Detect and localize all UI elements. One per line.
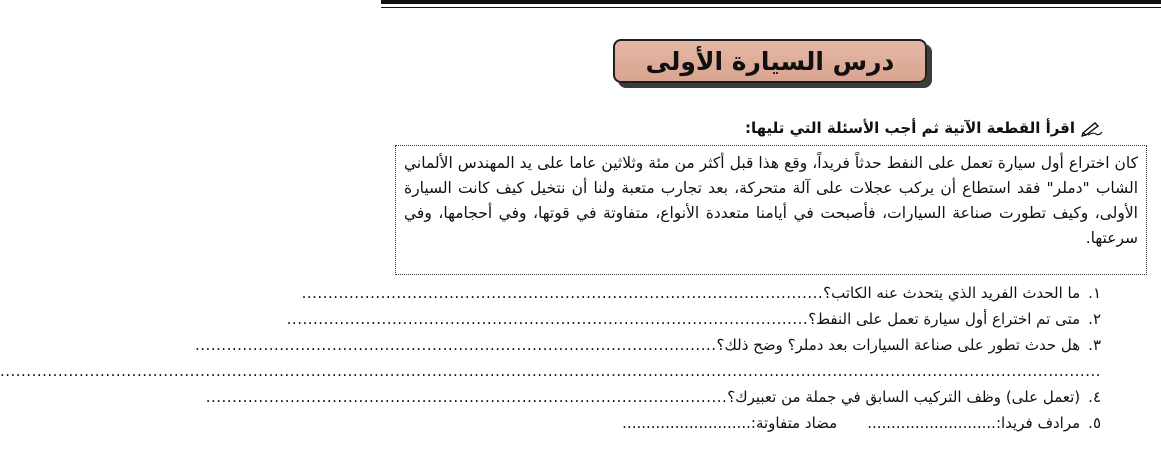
reading-passage [395, 145, 1147, 275]
passage-text: كان اختراع أول سيارة تعمل على النفط حدثاً فريداً، وقع هذا قبل أكثر من مئة وثلاثين عاما على يد المهندس الألماني الشاب "دملر" فقد استطاع أن يركب عجلات على آلة متحركة، بعد تجارب متعبة ولنا أن نتخيل كيف كانت السيارة الأولى، وكيف تطورت صناعة السيارات، فأصبحت في أيامنا متعددة الأنواع، متفاوتة في قوتها، وفي أحجامها، وفي سرعتها. [404, 154, 1138, 247]
antonym-answer-line[interactable]: ........................... [622, 414, 751, 432]
answer-line[interactable]: ................................................................................................... [301, 284, 824, 302]
question-number: ٥. [1088, 414, 1101, 432]
pencil-writing-icon [1081, 120, 1103, 136]
answer-continuation-row [0, 358, 1101, 384]
answer-line[interactable]: ................................................................................................... [205, 388, 728, 406]
synonym-answer-line[interactable]: ........................... [867, 414, 996, 432]
question-row [301, 280, 1101, 306]
answer-line[interactable]: ................................................................................................... [286, 310, 809, 328]
question-text: هل حدث تطور على صناعة السيارات بعد دملر؟ وضح ذلك؟ [716, 336, 1081, 354]
question-number: ٢. [1088, 310, 1101, 328]
question-number: ١. [1088, 284, 1101, 302]
question-text: (تعمل على) وظف التركيب السابق في جملة من تعبيرك؟ [727, 388, 1081, 406]
top-border-thick [381, 0, 1161, 4]
answer-line[interactable]: ................................................................................................... [194, 336, 717, 354]
question-row-synonym-antonym [395, 410, 1101, 436]
question-row [286, 306, 1101, 332]
lesson-title: درس السيارة الأولى [645, 46, 895, 76]
answer-line[interactable]: ................................................................................................................................................................................................................. [0, 362, 1101, 380]
question-text: متى تم اختراع أول سيارة تعمل على النفط؟ [808, 310, 1081, 328]
question-row [194, 332, 1101, 358]
question-text: ما الحدث الفريد الذي يتحدث عنه الكاتب؟ [823, 284, 1081, 302]
question-row [205, 384, 1101, 410]
lesson-title-box [613, 39, 927, 83]
questions-list [0, 280, 1101, 436]
antonym-label: مضاد متفاوتة: [750, 414, 838, 432]
instruction-line [745, 119, 1103, 137]
question-number: ٣. [1088, 336, 1101, 354]
question-number: ٤. [1088, 388, 1101, 406]
synonym-label: مرادف فريدا: [995, 414, 1081, 432]
instruction-text: اقرأ القطعة الآتية ثم أجب الأسئلة التي تليها: [744, 119, 1075, 137]
top-border-thin [381, 7, 1161, 8]
